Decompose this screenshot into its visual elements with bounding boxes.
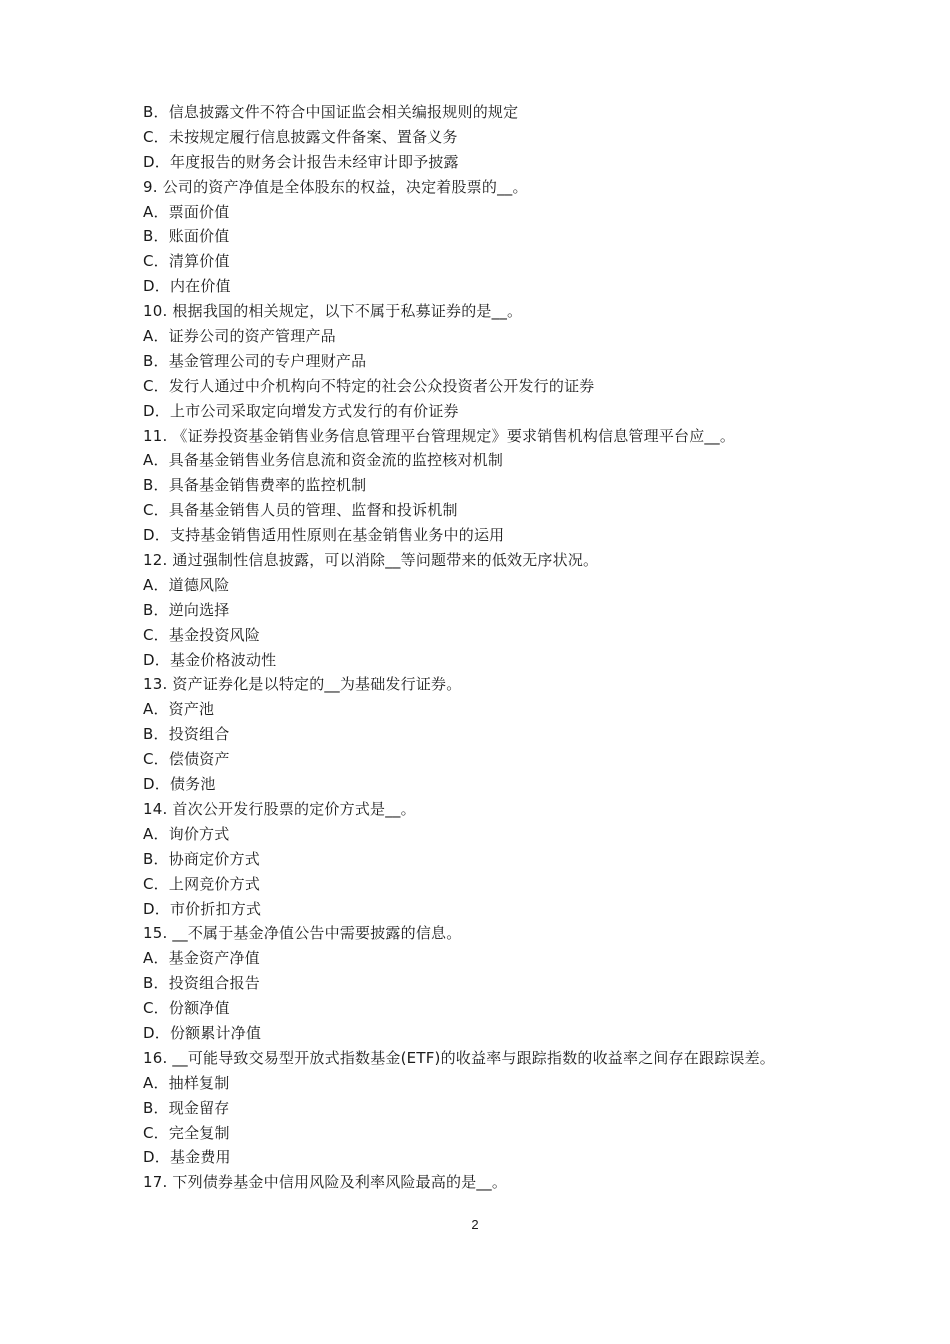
option-line: D．基金价格波动性 (143, 650, 277, 669)
option-line: A．抽样复制 (143, 1073, 230, 1092)
option-line: A．证券公司的资产管理产品 (143, 327, 336, 346)
option-line: A．资产池 (143, 700, 215, 719)
option-line: D．债务池 (143, 775, 216, 794)
option-line: A．基金资产净值 (143, 949, 260, 968)
question-line: 13. 资产证券化是以特定的__为基础发行证券。 (143, 675, 462, 694)
option-line: B．逆向选择 (143, 600, 230, 619)
question-line: 14. 首次公开发行股票的定价方式是__。 (143, 799, 416, 818)
option-line: D．内在价值 (143, 277, 231, 296)
option-line: B．基金管理公司的专户理财产品 (143, 351, 367, 370)
option-line: D．上市公司采取定向增发方式发行的有价证券 (143, 401, 459, 420)
option-line: C．份额净值 (143, 999, 230, 1018)
option-line: A．票面价值 (143, 202, 230, 221)
option-line: A．具备基金销售业务信息流和资金流的监控核对机制 (143, 451, 504, 470)
option-line: D．份额累计净值 (143, 1023, 262, 1042)
option-line: C．清算价值 (143, 252, 230, 271)
text-line: B．信息披露文件不符合中国证监会相关编报规则的规定 (143, 103, 519, 121)
option-line: D．市价折扣方式 (143, 899, 262, 918)
option-line: C．完全复制 (143, 1123, 230, 1142)
option-line: B．投资组合报告 (143, 974, 260, 993)
question-line: 10. 根据我国的相关规定，以下不属于私募证券的是__。 (143, 302, 523, 321)
option-line: C．具备基金销售人员的管理、监督和投诉机制 (143, 501, 458, 520)
text-line: C．未按规定履行信息披露文件备案、置备义务 (143, 127, 458, 146)
question-line: 9. 公司的资产净值是全体股东的权益，决定着股票的__。 (143, 177, 528, 196)
option-line: C．基金投资风险 (143, 625, 261, 644)
option-line: B．具备基金销售费率的监控机制 (143, 476, 367, 495)
option-line: B．协商定价方式 (143, 849, 260, 868)
question-line: 15. __不属于基金净值公告中需要披露的信息。 (143, 924, 462, 943)
option-line: D．基金费用 (143, 1148, 231, 1167)
option-line: B．账面价值 (143, 227, 230, 246)
text-line: D．年度报告的财务会计报告未经审计即予披露 (143, 152, 459, 171)
question-line: 17. 下列债券基金中信用风险及利率风险最高的是__。 (143, 1173, 508, 1192)
page-number: 2 (471, 1217, 479, 1232)
question-line: 11. 《证券投资基金销售业务信息管理平台管理规定》要求销售机构信息管理平台应__。 (143, 426, 736, 445)
option-line: C．上网竞价方式 (143, 874, 261, 893)
document-body (143, 100, 843, 1195)
option-line: C．偿债资产 (143, 750, 230, 769)
option-line: A．道德风险 (143, 575, 230, 594)
option-line: A．询价方式 (143, 824, 230, 843)
option-line: B．投资组合 (143, 725, 230, 744)
question-line: 12. 通过强制性信息披露，可以消除__等问题带来的低效无序状况。 (143, 551, 599, 570)
option-line: C．发行人通过中介机构向不特定的社会公众投资者公开发行的证券 (143, 376, 595, 395)
option-line: D．支持基金销售适用性原则在基金销售业务中的运用 (143, 526, 505, 545)
option-line: B．现金留存 (143, 1098, 230, 1117)
question-line: 16. __可能导致交易型开放式指数基金(ETF)的收益率与跟踪指数的收益率之间存在跟踪误差。 (143, 1048, 775, 1067)
